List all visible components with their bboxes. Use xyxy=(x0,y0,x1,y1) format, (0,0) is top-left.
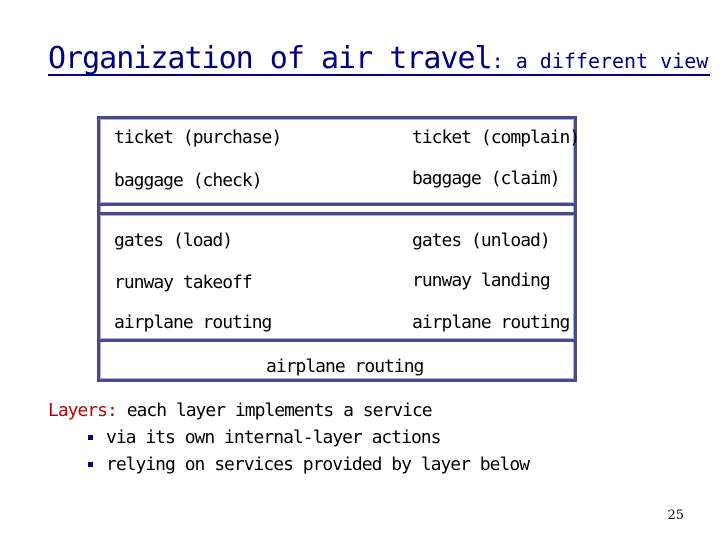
list-item xyxy=(48,451,529,478)
cell-airplane-routing-right: airplane routing xyxy=(412,312,570,333)
cell-gates-load: gates (load) xyxy=(114,230,233,251)
bullet-icon xyxy=(88,462,93,467)
title-subtitle: : a different view xyxy=(491,49,709,73)
cell-baggage-claim: baggage (claim) xyxy=(412,168,560,189)
page-number: 25 xyxy=(667,508,684,523)
layers-lead xyxy=(48,397,529,424)
cell-baggage-check: baggage (check) xyxy=(114,170,262,191)
bullet-text: via its own internal-layer actions xyxy=(106,427,441,448)
list-item xyxy=(48,424,529,451)
cell-runway-takeoff: runway takeoff xyxy=(114,272,252,293)
bullet-text: relying on services provided by layer below xyxy=(106,454,529,475)
cell-ticket-purchase: ticket (purchase) xyxy=(114,127,282,148)
layers-notes xyxy=(48,397,529,478)
cell-ticket-complain: ticket (complain) xyxy=(412,127,580,148)
cell-airplane-routing-bottom: airplane routing xyxy=(266,356,424,377)
bullet-icon xyxy=(88,435,93,440)
layers-lead-text: each layer implements a service xyxy=(116,400,432,421)
layers-label: Layers: xyxy=(48,400,117,421)
cell-airplane-routing-left: airplane routing xyxy=(114,312,272,333)
cell-runway-landing: runway landing xyxy=(412,270,550,291)
title-main: Organization of air travel xyxy=(48,41,492,76)
cell-gates-unload: gates (unload) xyxy=(412,230,550,251)
slide-title xyxy=(48,41,710,76)
